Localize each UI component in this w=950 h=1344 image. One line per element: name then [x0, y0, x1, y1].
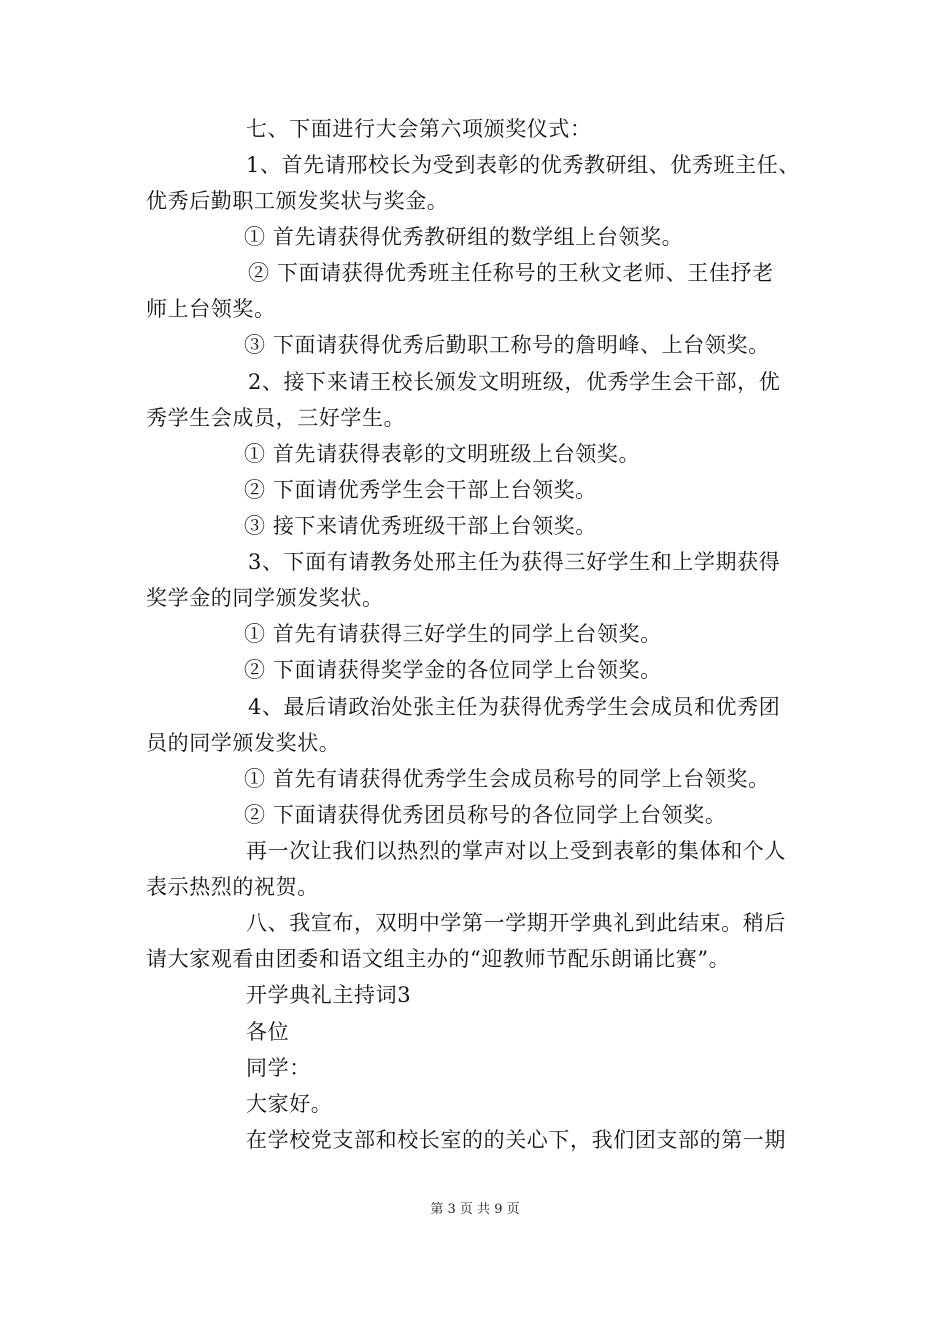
- text-line: 4、最后请政治处张主任为获得优秀学生会成员和优秀团: [248, 695, 781, 719]
- text-line: 七、下面进行大会第六项颁奖仪式：: [246, 117, 592, 141]
- text-line: 各位: [246, 1020, 290, 1044]
- text-line: 1、首先请邢校长为受到表彰的优秀教研组、优秀班主任、: [246, 153, 800, 177]
- text-line: 同学：: [246, 1056, 311, 1080]
- text-line: ① 首先请获得优秀教研组的数学组上台领奖。: [244, 225, 684, 249]
- text-line: 优秀后勤职工颁发奖状与奖金。: [146, 189, 449, 213]
- text-line: 八、我宣布，双明中学第一学期开学典礼到此结束。稍后: [246, 911, 786, 935]
- page-number-footer: 第 3 页 共 9 页: [430, 1202, 520, 1217]
- text-line: 2、接下来请王校长颁发文明班级，优秀学生会干部，优: [248, 370, 781, 394]
- text-line: ② 下面请获得奖学金的各位同学上台领奖。: [244, 658, 662, 682]
- text-line: ① 首先有请获得三好学生的同学上台领奖。: [244, 622, 662, 646]
- text-line: 请大家观看由团委和语文组主办的“迎教师节配乐朗诵比赛”。: [146, 947, 731, 971]
- text-line: ③ 下面请获得优秀后勤职工称号的詹明峰、上台领奖。: [244, 333, 770, 357]
- text-line: ② 下面请获得优秀团员称号的各位同学上台领奖。: [244, 803, 727, 827]
- text-line: 再一次让我们以热烈的掌声对以上受到表彰的集体和个人: [246, 839, 786, 863]
- text-line: 员的同学颁发奖状。: [146, 731, 341, 755]
- text-line: 开学典礼主持词3: [246, 983, 412, 1007]
- text-line: 奖学金的同学颁发奖状。: [146, 586, 384, 610]
- text-line: ② 下面请获得优秀班主任称号的王秋文老师、王佳抒老: [248, 261, 774, 285]
- text-line: 在学校党支部和校长室的的关心下，我们团支部的第一期: [246, 1128, 786, 1152]
- text-line: ② 下面请优秀学生会干部上台领奖。: [244, 478, 597, 502]
- text-line: 3、下面有请教务处邢主任为获得三好学生和上学期获得: [248, 550, 781, 574]
- text-line: 大家好。: [246, 1092, 333, 1116]
- text-line: ③ 接下来请优秀班级干部上台领奖。: [244, 514, 597, 538]
- text-line: ① 首先有请获得优秀学生会成员称号的同学上台领奖。: [244, 767, 770, 791]
- text-line: 表示热烈的祝贺。: [146, 875, 319, 899]
- text-line: ① 首先请获得表彰的文明班级上台领奖。: [244, 442, 641, 466]
- text-line: 秀学生会成员，三好学生。: [146, 406, 406, 430]
- text-line: 师上台领奖。: [146, 297, 276, 321]
